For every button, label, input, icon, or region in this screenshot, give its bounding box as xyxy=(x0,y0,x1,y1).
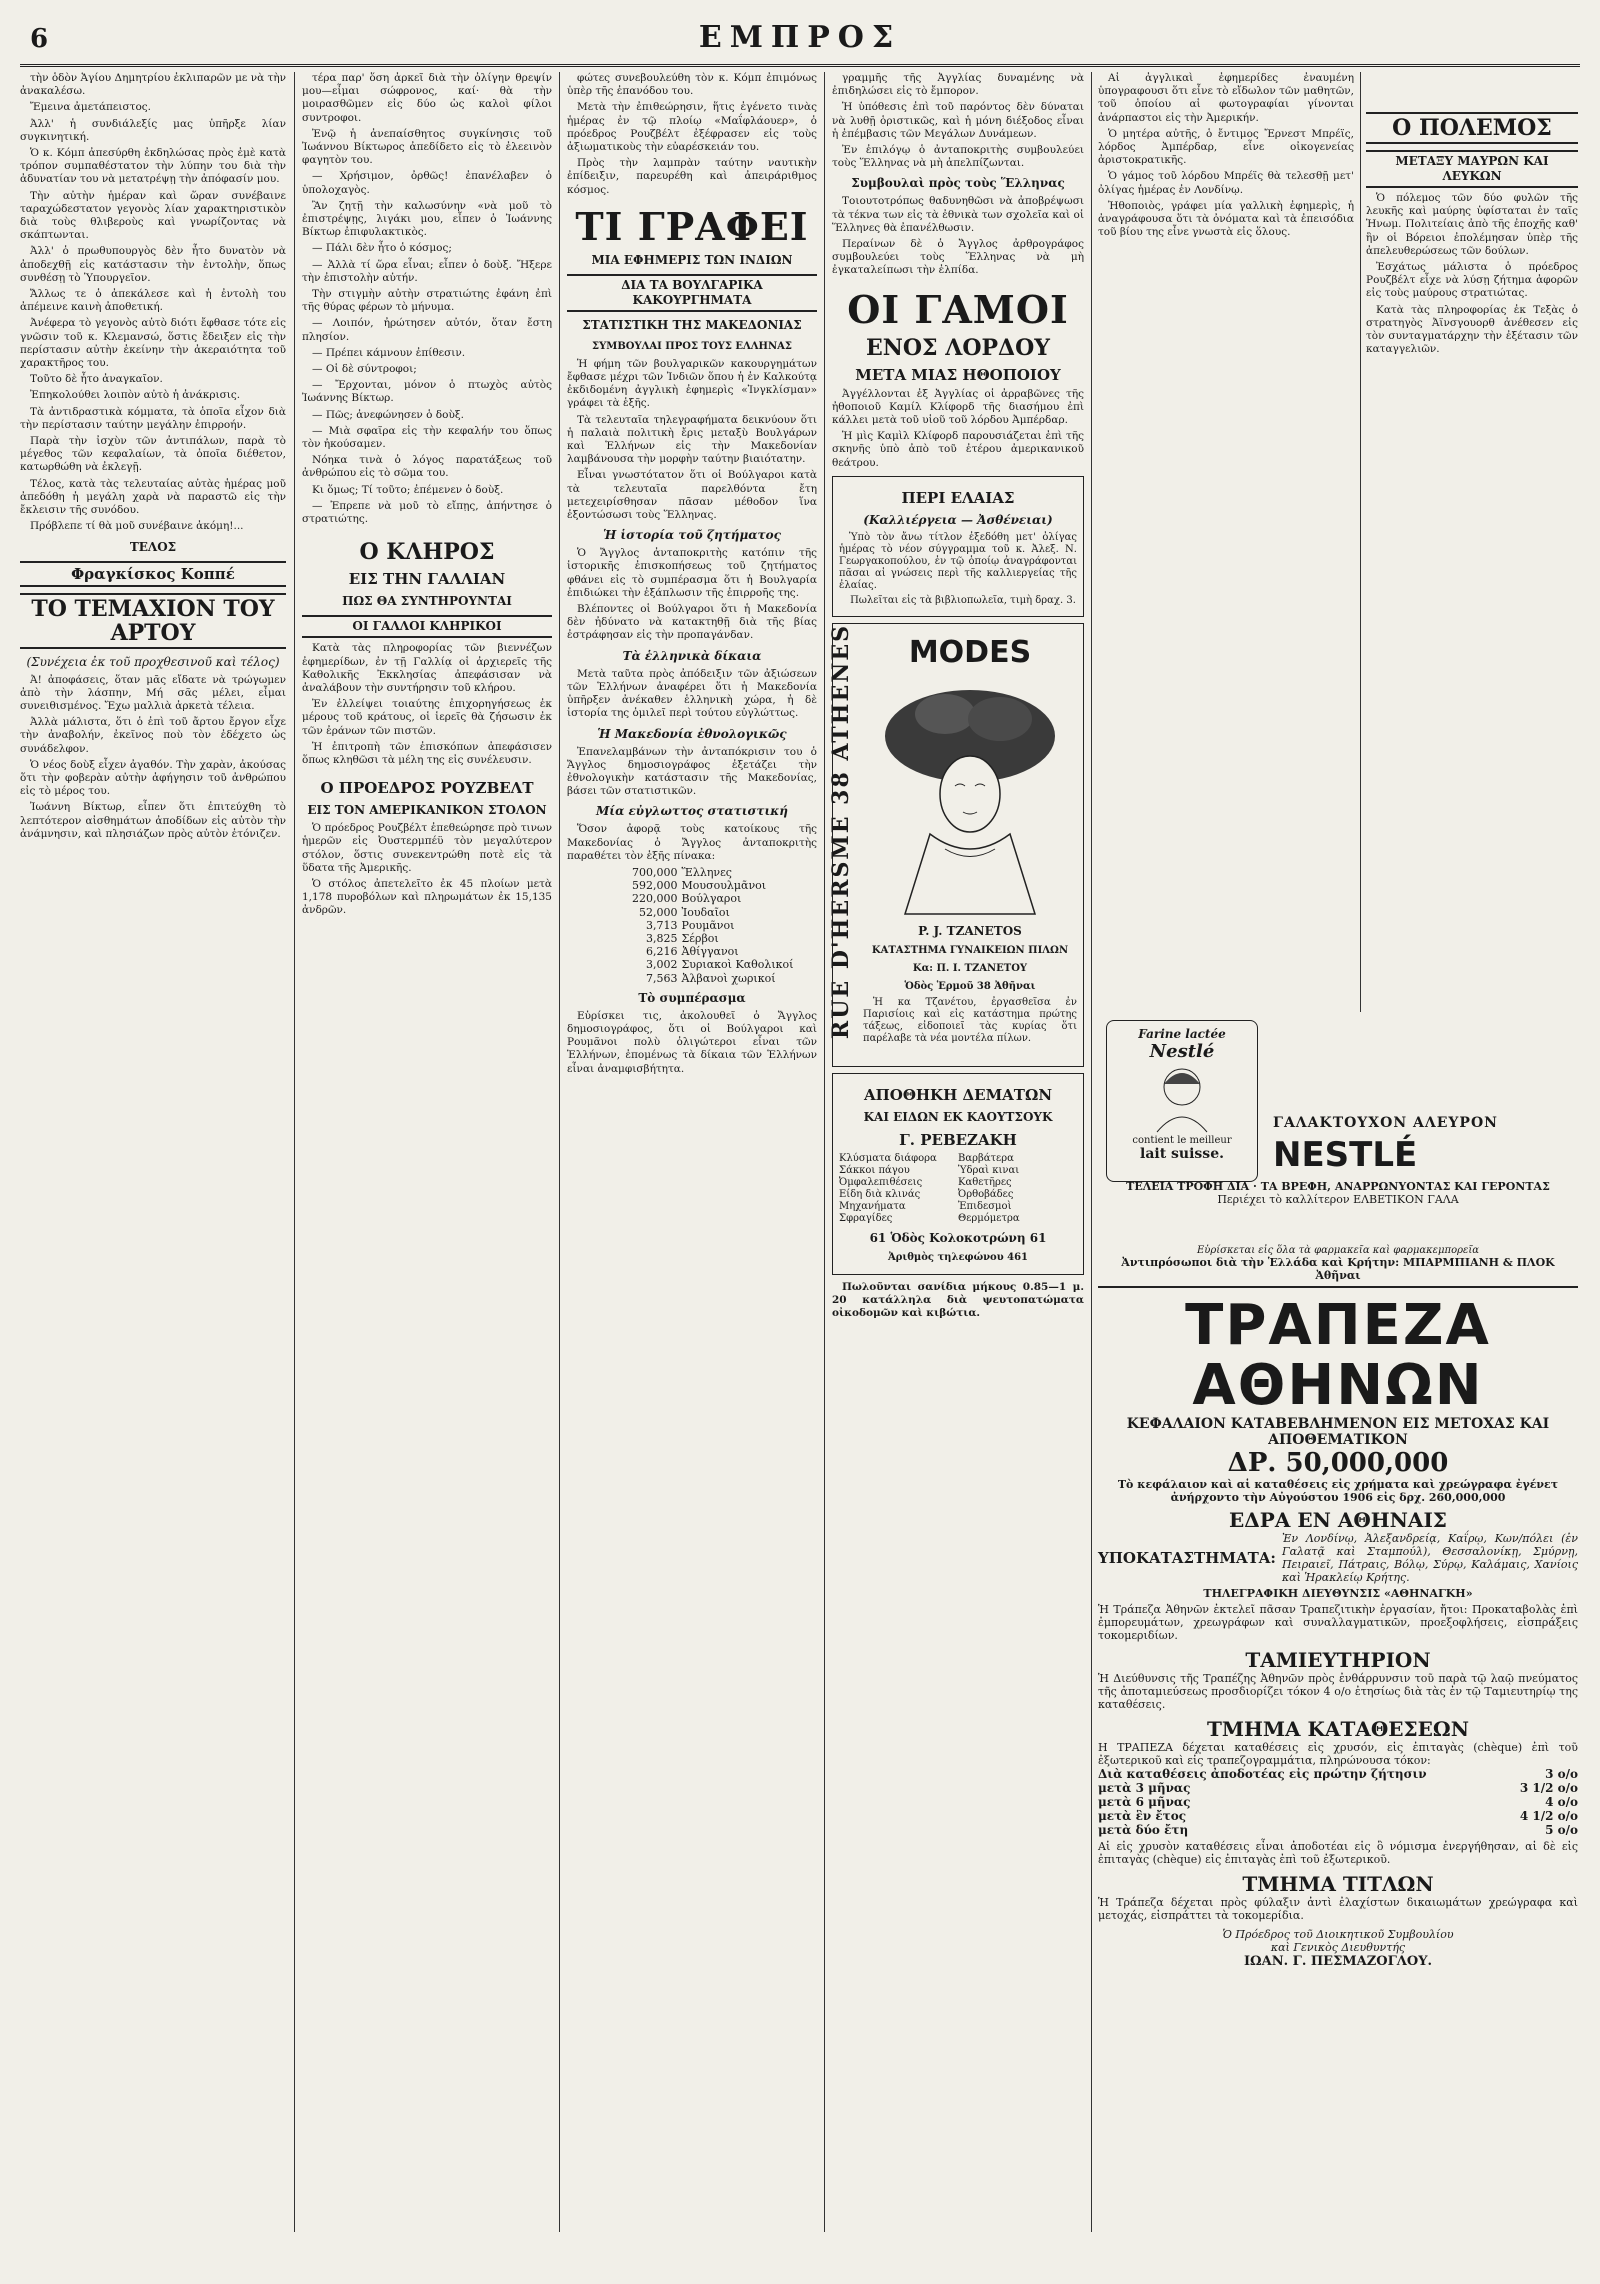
ad-address: Ὁδὸς Ἑρμοῦ 38 Ἀθῆναι xyxy=(904,981,1036,993)
table-cell: Σέρβοι xyxy=(681,931,719,945)
masthead-rule xyxy=(20,64,1580,67)
rates-table xyxy=(1098,1767,1578,1837)
rate-label: μετὰ δύο ἔτη xyxy=(1098,1823,1189,1837)
paragraph: γραμμῆς τῆς Ἀγγλίας δυναμένης νὰ ἐπιδηλώσει εἰς τὸ ἔμπορον. xyxy=(832,72,1084,98)
paragraph: Εἶναι γνωστότατον ὅτι οἱ Βούλγαροι κατὰ τὰ τελευταῖα παρελθόντα ἔτη μετεχειρίσθησαν πᾶσαν μέθοδον ἵνα ἐξοντώσωσι τοὺς Ἕλληνας. xyxy=(567,469,817,522)
paragraph: Ἀγγέλλονται ἐξ Ἀγγλίας οἱ ἀρραβῶνες τῆς ἠθοποιοῦ Καμίλ Κλίφορδ τῆς διασήμου ἐπὶ κάλλει μετὰ τοῦ υἱοῦ τοῦ λόρδου Ἀμπέρδαρ. xyxy=(832,387,1084,427)
end-mark: ΤΕΛΟΣ xyxy=(129,539,177,554)
paragraph: Νόηκα τινὰ ὁ λόγος παρατάξεως τοῦ ἀνθρώπου εἰς τὸ σῶμα του. xyxy=(302,454,552,480)
paragraph: Ἐπηκολούθει λοιπὸν αὐτὸ ἡ ἀνάκρισις. xyxy=(30,389,241,402)
ad-line: Ἀντιπρόσωποι διὰ τὴν Ἑλλάδα καὶ Κρήτην: ΜΠΑΡΜΠΙΑΝΗ & ΠΛΟΚ Ἀθῆναι xyxy=(1098,1256,1578,1288)
paragraph: Ἂν ζητῇ τὴν καλωσύνην «νὰ μοῦ τὸ ἐπιστρέψῃς, λιγάκι μου, εἶπεν ὁ Ἰωάννης Βίκτωρ ἐπιφυλακτικὸς. xyxy=(302,199,552,239)
paragraph: Ὁ γάμος τοῦ λόρδου Μπρέϊς θὰ τελεσθῇ μετ' ὀλίγας ἡμέρας ἐν Λονδίνῳ. xyxy=(1098,170,1354,196)
headline-roosevelt: Ο ΠΡΟΕΔΡΟΣ ΡΟΥΖΒΕΛΤ xyxy=(320,779,534,798)
paragraph: Ἀλλ' ἡ συνδιάλεξίς μας ὑπῆρξε λίαν συγκινητική. xyxy=(20,117,286,143)
story-title: ΤΟ ΤΕΜΑΧΙΟΝ ΤΟΥ ΑΡΤΟΥ xyxy=(20,593,286,649)
paragraph: Πρόβλεπε τί θὰ μοῦ συνέβαινε ἀκόμη!... xyxy=(30,520,244,533)
ad-phone: Ἀριθμὸς τηλεφώνου 461 xyxy=(887,1251,1029,1263)
branches-list: Ἐν Λονδίνῳ, Ἀλεξανδρείᾳ, Καΐρῳ, Κων/πόλει (ἐν Γαλατᾷ καὶ Σταμπούλ), Θεσσαλονίκῃ, Σμύρνῃ, Πειραιεῖ, Πάτραις, Βόλῳ, Σύρῳ, Καλάμαις, Χανίοις καὶ Ἡρακλείῳ Κρήτης. xyxy=(1281,1532,1578,1584)
paragraph: Ἡ φήμη τῶν βουλγαρικῶν κακουργημάτων ἔφθασε μέχρι τῶν Ἰνδιῶν ὅπου ἡ ἐν Καλκούτᾳ ἐκδιδομένη ἀγγλικὴ ἐφημερὶς «Ἰνγκλίσμαν» γράφει τὰ ἑξῆς. xyxy=(567,357,817,410)
signature-name: ΙΩΑΝ. Γ. ΠΕΣΜΑΖΟΓΛΟΥ. xyxy=(1243,1954,1433,1969)
paragraph: Τὰ ἀντιδραστικὰ κόμματα, τὰ ὁποῖα εἶχον διὰ τὴν περίστασιν ταύτην μεγάλην ἐπιρροήν. xyxy=(20,405,286,431)
ad-olive-book xyxy=(832,476,1084,617)
table-row xyxy=(567,906,817,919)
column-1 xyxy=(20,72,286,2232)
subheadline: ΜΕΤΑΞΥ ΜΑΥΡΩΝ ΚΑΙ ΛΕΥΚΩΝ xyxy=(1366,150,1578,188)
paragraph: — Πρέπει κάμνουν ἐπίθεσιν. xyxy=(312,346,466,359)
rate-label: μετὰ 6 μῆνας xyxy=(1098,1795,1191,1809)
list-item: Σάκκοι πάγου xyxy=(839,1164,910,1176)
paragraph: Ὁ νέος δοὺξ εἶχεν ἀγαθόν. Τὴν χαρὰν, ἀκούσας ὅτι τὴν φοβερὰν αὐτὴν ἀφήγησιν τοῦ ἀνθρώπου εἰς τὸ μέρος του. xyxy=(20,758,286,798)
paragraph: — Πάλι δὲν ἦτο ὁ κόσμος; xyxy=(312,242,452,255)
subheadline: ΣΥΜΒΟΥΛΑΙ ΠΡΟΣ ΤΟΥΣ ΕΛΛΗΝΑΣ xyxy=(592,340,792,352)
table-cell: Ἀλβανοὶ χωρικοί xyxy=(681,971,776,985)
table-cell: 52,000 xyxy=(639,905,678,919)
table-cell: Ρουμᾶνοι xyxy=(681,918,735,932)
paragraph: τέρα παρ' ὅση ἀρκεῖ διὰ τὴν ὀλίγην θρεψίν μου—εἶμαι σώφρονος, καί· θὰ τὴν μοιρασθῶμεν εἰς δύο ὡς καλοὶ φίλοι συντροφοι. xyxy=(302,72,552,124)
paragraph: Ὁ κ. Κόμπ ἀπεσύρθη ἐκδηλώσας πρὸς ἐμὲ κατὰ τρόπον συμπαθέστατον τὴν λύπην του διὰ τὴν ἀδυνατίαν του νὰ μετατρέψῃ τὴν ἀπόφασίν μου. xyxy=(20,147,286,186)
headline-gamoi: ΟΙ ΓΑΜΟΙ xyxy=(847,286,1069,332)
paragraph: Ἡ ὑπόθεσις ἐπὶ τοῦ παρόντος δὲν δύναται νὰ λυθῇ ὁριστικῶς, καὶ ἡ μόνη διέξοδος εἶναι ἡ ἐπέμβασις τῶν Μεγάλων Δυνάμεων. xyxy=(832,101,1084,140)
bank-subtitle: ΚΕΦΑΛΑΙΟΝ ΚΑΤΑΒΕΒΛΗΜΕΝΟΝ ΕΙΣ ΜΕΤΟΧΑΣ ΚΑΙ ΑΠΟΘΕΜΑΤΙΚΟΝ xyxy=(1126,1416,1550,1448)
paragraph: Ἰωάννη Βίκτωρ, εἶπεν ὅτι ἐπιτεύχθη τὸ λεπτότερον αἰσθημάτων ἀποδίδων εἰς αὐτὸν τὴν ἀνάμνησιν, καὶ πλησιάζων πρὸς αὐτὸν ἐτόνιζεν. xyxy=(20,801,286,840)
table-cell: 700,000 xyxy=(632,865,678,879)
paragraph: Ἀλλὰ μάλιστα, ὅτι ὁ ἐπὶ τοῦ ἄρτου ἔργον εἶχε τὴν ἀναβολήν, ἐκεῖνος ποὺ τὸν ἐδέχετο ὡς συνάδελφον. xyxy=(20,716,286,755)
list-item: Ἐπιδεσμοὶ xyxy=(958,1200,1012,1212)
ad-title: ΚΑΙ ΕΙΔΩΝ ΕΚ ΚΑΟΥΤΣΟΥΚ xyxy=(863,1109,1053,1124)
paragraph: Ἐν ἐπιλόγῳ ὁ ἀνταποκριτὴς συμβουλεύει τοὺς Ἕλληνας νὰ μὴ ἀπελπίζωνται. xyxy=(832,144,1084,170)
bank-title: ΤΡΑΠΕΖΑ ΑΘΗΝΩΝ xyxy=(1185,1293,1491,1418)
list-item: Ὑδραὶ κιναι xyxy=(958,1164,1020,1176)
table-cell: 3,713 xyxy=(646,918,678,932)
ad-subtitle: (Καλλιέργεια — Ἀσθένειαι) xyxy=(863,512,1053,527)
ad-line: Εὑρίσκεται εἰς ὅλα τὰ φαρμακεῖα καὶ φαρμακεμπορεῖα xyxy=(1196,1245,1480,1256)
paragraph: Ἔμεινα ἀμετάπειστος. xyxy=(30,101,152,114)
ad-text: Ὑπὸ τὸν ἄνω τίτλον ἐξεδόθη μετ' ὀλίγας ἡμέρας τὸ νέον σύγγραμμα τοῦ κ. Ἀλεξ. Ν. Γεωργακοπούλου, ἐν τῷ ὁποίῳ ἀναγράφονται πᾶσαι αἱ γνώσεις περὶ τῆς καλλιεργείας τῆς ἐλαίας. xyxy=(839,531,1077,591)
ad-brand: NESTLÉ xyxy=(1273,1135,1418,1175)
tin-label: Farine lactée xyxy=(1138,1027,1226,1041)
list-item: Κλύσματα διάφορα xyxy=(839,1152,937,1164)
ad-vertical-address: RUE D'HERSME 38 ATHENES xyxy=(828,623,854,1039)
population-table xyxy=(567,866,817,985)
paragraph: Ὁ στόλος ἀπετελεῖτο ἐκ 45 πλοίων μετὰ 1,178 πυροβόλων καὶ πληρωμάτων ἐκ 15,135 ἀνδρῶν. xyxy=(302,877,552,917)
ad-nestle xyxy=(1098,1020,1578,1210)
paragraph: Ἀλλ' ὁ πρωθυπουργὸς δὲν ἦτο δυνατὸν νὰ ἀποδεχθῇ εἰς κατάστασιν τὴν ἐντολὴν, ὅπως συνθέσῃ τὸ Ὑπουργεῖον. xyxy=(20,245,286,284)
table-row xyxy=(567,879,817,892)
woman-hat-illustration xyxy=(875,674,1065,914)
paragraph: Ὁ Ἄγγλος ἀνταποκριτὴς κατόπιν τῆς ἱστορικῆς ἐπισκοπήσεως τοῦ ζητήματος φθάνει εἰς τὸ συμπέρασμα ὅτι ἡ Βουλγαρία ἐπιδιώκει τὴν ἐξάπλωσιν τῆς ἐπιρροῆς της. xyxy=(567,547,817,599)
bank-telegraph: ΤΗΛΕΓΡΑΦΙΚΗ ΔΙΕΥΘΥΝΣΙΣ «ΑΘΗΝΑΓΚΗ» xyxy=(1203,1587,1473,1600)
signature-line: καὶ Γενικὸς Διευθυντής xyxy=(1270,1941,1406,1954)
subheadline: ΕΙΣ ΤΗΝ ΓΑΛΛΙΑΝ xyxy=(348,570,506,589)
savings-text: Ἡ Διεύθυνσις τῆς Τραπέζης Ἀθηνῶν πρὸς ἐνθάρρυνσιν τοῦ παρὰ τῷ λαῷ πνεύματος τῆς ἀποταμιεύσεως προσδιορίζει τόκον 4 ο/ο ἐτησίως διὰ τὰς ἐν τῷ Ταμιευτηρίῳ της καταθέσεις. xyxy=(1098,1672,1578,1711)
headline-war: Ο ΠΟΛΕΜΟΣ xyxy=(1366,112,1578,144)
rate-value: 4 1/2 ο/ο xyxy=(1519,1809,1578,1823)
paragraph: Αἱ ἀγγλικαὶ ἐφημερίδες ἐναυμένη ὑπογραφουσι ὅτι εἶνε τὸ εἴδωλον τῶν μαθητῶν, τοῦ ὁποίου αἱ φωτογραφίαι γίνονται ἀνάρπαστοι εἰς τὴν Ἀμερικήν. xyxy=(1098,72,1354,124)
ad-line: ΤΑ ΒΡΕΦΗ, ΑΝΑΡΡΩΝΥΟΝΤΑΣ ΚΑΙ ΓΕΡΟΝΤΑΣ xyxy=(1260,1180,1550,1193)
bank-intro: Ἡ Τράπεζα Ἀθηνῶν ἐκτελεῖ πᾶσαν Τραπεζιτικὴν ἐργασίαν, ἤτοι: Προκαταβολὰς ἐπὶ ἐμπορευμάτων, χρεωγράφων καὶ συναλλαγματικῶν, προεξοφλήσεις, εἰσπράξεις τοκομεριδίων. xyxy=(1098,1603,1578,1642)
ad-bank-of-athens xyxy=(1098,1245,1578,1969)
bank-deposits: Τὸ κεφάλαιον καὶ αἱ καταθέσεις εἰς χρήματα καὶ χρεώγραφα ἐγένετ ἀνήρχοντο τὴν Αὐγούστου 1906 εἰς δρχ. 260,000,000 xyxy=(1117,1478,1559,1504)
paragraph: φώτες συνεβουλεύθη τὸν κ. Κόμπ ἐπιμόνως ὑπὲρ τῆς ἐπανόδου του. xyxy=(567,72,817,98)
paragraph: — Χρήσιμον, ὀρθῶς! ἐπανέλαβεν ὁ ὑπολοχαγὸς. xyxy=(302,170,552,196)
ad-text: Πωλεῖται εἰς τὰ βιβλιοπωλεῖα, τιμὴ δραχ. 3. xyxy=(850,594,1076,606)
ad-title: ΑΠΟΘΗΚΗ ΔΕΜΑΤΩΝ xyxy=(863,1085,1053,1104)
paragraph: — Πῶς; ἀνεφώνησεν ὁ δοὺξ. xyxy=(312,408,464,421)
bank-branches xyxy=(1098,1532,1578,1584)
paragraph: Ἠθοποιὸς, γράφει μία γαλλικὴ ἐφημερὶς, ἡ ἀναγράφουσα ὅτι τὰ ὀνόματα καὶ τὰ ἐπεισόδια τοῦ βίου της εἶνε γνωστὰ εἰς ὅλους. xyxy=(1098,199,1354,239)
ad-title: ΠΕΡΙ ΕΛΑΙΑΣ xyxy=(901,488,1015,507)
ad-shop: ΚΑΤΑΣΤΗΜΑ ΓΥΝΑΙΚΕΙΩΝ ΠΙΛΩΝ xyxy=(871,945,1069,957)
item-list xyxy=(839,1153,1077,1225)
rate-value: 3 1/2 ο/ο xyxy=(1519,1781,1578,1795)
paragraph: Ὅσον ἀφορᾷ τοὺς κατοίκους τῆς Μακεδονίας ὁ Ἄγγλος ἀνταποκριτὴς παραθέτει τὸν ἑξῆς πίνακα: xyxy=(567,823,817,862)
ad-rubber-store xyxy=(832,1073,1084,1275)
bonds-text: Ἡ Τράπεζα δέχεται πρὸς φύλαξιν ἀντὶ ἐλαχίστων δικαιωμάτων χρεώγραφα καὶ μετοχάς, εἰσπράττει τὰ τοκομερίδια. xyxy=(1098,1896,1578,1922)
list-item: Ὀμφαλεπιθέσεις xyxy=(839,1176,923,1188)
paragraph: Τὴν αὐτὴν ἡμέραν καὶ ὥραν συνέβαινε ταραχώδεστατον γεγονὸς λίαν χαρακτηριστικὸν διὰ τοὺς θλιβεροὺς καὶ γνωρίζοντας νὰ σκάπτωνται. xyxy=(20,189,286,242)
ad-owner: Κα: Π. Ι. ΤΖΑΝΕΤΟΥ xyxy=(912,963,1028,975)
paragraph: Ὁ μητέρα αὐτῆς, ὁ ἔντιμος Ἔρνεστ Μπρέϊς, λόρδος Ἀμπέρδαρ, εἶνε οἰκογενείας ἀριστοκρατικῆς. xyxy=(1098,127,1354,167)
subheadline: ΟΙ ΓΑΛΛΟΙ ΚΛΗΡΙΚΟΙ xyxy=(302,615,552,638)
column-5-left xyxy=(1098,72,1354,1012)
deposits-intro: Η ΤΡΑΠΕΖΑ δέχεται καταθέσεις εἰς χρυσόν, εἰς ἐπιταγὰς (chèque) ἐπὶ τοῦ ἐξωτερικοῦ καὶ εἰς τραπεζογραμμάτια, πληρώνουσα τόκον: xyxy=(1098,1741,1578,1767)
column-2 xyxy=(302,72,552,2232)
paragraph: Τὰ τελευταῖα τηλεγραφήματα δεικνύουν ὅτι ἡ παλαιὰ πολιτικὴ ἔρις μεταξὺ Βουλγάρων καὶ Ἑλλήνων εἰς τὴν Μακεδονίαν λαμβάνουσα τὴν μορφὴν ταύτην βιαιότατην. xyxy=(567,413,817,466)
paragraph: Μετὰ ταῦτα πρὸς ἀπόδειξιν τῶν ἀξιώσεων τῶν Ἑλλήνων ἀναφέρει ὅτι ἡ Μακεδονία ὑπῆρξεν ἀνέκαθεν ἑλληνικὴ χώρα, ἡ δὲ ἱστορία της ὁμιλεῖ περὶ τούτου εὐγλώττως. xyxy=(567,667,817,720)
paragraph: Τὴν στιγμὴν αὐτὴν στρατιώτης ἐφάνη ἐπὶ τῆς θύρας φέρων τὸ μήνυμα. xyxy=(302,288,552,314)
story-byline: Φραγκίσκος Κοππέ xyxy=(20,561,286,587)
subheadline: ΕΙΣ ΤΟΝ ΑΜΕΡΙΚΑΝΙΚΟΝ ΣΤΟΛΟΝ xyxy=(307,803,547,818)
table-cell: 6,216 xyxy=(646,945,678,959)
paragraph: Εὑρίσκει τις, ἀκολουθεῖ ὁ Ἄγγλος δημοσιογράφος, ὅτι οἱ Βούλγαροι καὶ Ρουμᾶνοι πολὺ ὀλιγώτεροι εἶναι τῶν Ἑλλήνων, ἐπομένως τὰ δίκαια τῶν Ἑλλήνων εἶναι ἀναμφισβήτητα. xyxy=(567,1009,817,1075)
ad-headline: ΓΑΛΑΚΤΟΥΧΟΝ ΑΛΕΥΡΟΝ xyxy=(1273,1115,1498,1131)
column-5-right xyxy=(1366,72,1578,1012)
tin-label: contient le meilleur xyxy=(1132,1135,1232,1146)
table-cell: Συριακοὶ Καθολικοί xyxy=(681,958,794,972)
section-heading: Ἡ Μακεδονία ἐθνολογικῶς xyxy=(597,726,787,741)
table-cell: 592,000 xyxy=(632,879,678,893)
subheadline: ΣΤΑΤΙΣΤΙΚΗ ΤΗΣ ΜΑΚΕΔΟΝΙΑΣ xyxy=(582,317,802,332)
paragraph: Ἐπανελαμβάνων τὴν ἀνταπόκρισιν του ὁ Ἄγγλος δημοσιογράφος ἐξετάζει τὴν ἐθνολογικὴν κατάστασιν τῆς Μακεδονίας, βάσει τῶν στατιστικῶν. xyxy=(567,745,817,798)
bonds-heading: ΤΜΗΜΑ ΤΙΤΛΩΝ xyxy=(1242,1872,1434,1896)
child-icon xyxy=(1142,1062,1222,1132)
ad-text: Ἡ κα Τζανέτου, ἐργασθεῖσα ἐν Παρισίοις καὶ εἰς κατάστημα πρώτης τάξεως, εἰδοποιεῖ τὰς κυρίας ὅτι παρέλαβε τὰ νέα μοντέλα πίλων. xyxy=(863,997,1077,1045)
column-separator xyxy=(559,72,560,2232)
ad-line: Περιέχει τὸ καλλίτερον ΕΛΒΕΤΙΚΟΝ ΓΑΛΑ xyxy=(1217,1193,1459,1206)
list-item: Σφραγίδες xyxy=(839,1212,893,1224)
gold-deposits-text: Αἱ εἰς χρυσὸν καταθέσεις εἶναι ἀποδοτέαι εἰς ὃ νόμισμα ἐνεργήθησαν, αἱ δὲ εἰς ἐπιταγὰς (chèque) εἰς ἐπιταγὰς ἐπὶ τοῦ ἐξωτερικοῦ. xyxy=(1098,1840,1578,1866)
subheadline: ΔΙΑ ΤΑ ΒΟΥΛΓΑΡΙΚΑ ΚΑΚΟΥΡΓΗΜΑΤΑ xyxy=(567,274,817,312)
column-4 xyxy=(828,72,1084,2232)
branches-label: ΥΠΟΚΑΤΑΣΤΗΜΑΤΑ: xyxy=(1098,1549,1276,1567)
paragraph: Ἡ μὶς Καμὶλ Κλίφορδ παρουσιάζεται ἐπὶ τῆς σκηνῆς ὑπὸ ἀπὸ τοῦ ἐτέρου ἀμερικανικοῦ θεάτρου. xyxy=(832,430,1084,469)
subheadline: ΜΕΤΑ ΜΙΑΣ ΗΘΟΠΟΙΟΥ xyxy=(855,365,1061,384)
list-item: Βαρβάτερα xyxy=(958,1152,1014,1164)
section-heading: Ἡ ἱστορία τοῦ ζητήματος xyxy=(603,528,781,543)
paragraph: Κι ὅμως; Τί τοῦτο; ἐπέμενεν ὁ δοὺξ. xyxy=(312,483,504,496)
table-cell: Ἀθίγγανοι xyxy=(681,945,739,959)
tin-label: lait suisse. xyxy=(1140,1146,1224,1162)
column-separator xyxy=(1360,72,1361,1012)
newspaper-page xyxy=(20,20,1580,2244)
page-number: 6 xyxy=(30,24,49,54)
bank-seat: ΕΔΡΑ ΕΝ ΑΘΗΝΑΙΣ xyxy=(1229,1508,1447,1532)
story-subtitle: (Συνέχεια ἐκ τοῦ προχθεσινοῦ καὶ τέλος) xyxy=(26,654,280,669)
section-heading: Συμβουλαὶ πρὸς τοὺς Ἕλληνας xyxy=(851,176,1065,191)
paper-name: ΕΜΠΡΟΣ xyxy=(698,20,902,55)
subheadline: ΕΝΟΣ ΛΟΡΔΟΥ xyxy=(866,334,1050,361)
list-item: Μηχανήματα xyxy=(839,1200,906,1212)
paragraph: Ἀνέφερα τὸ γεγονὸς αὐτὸ διότι ἔφθασε τότε εἰς γνῶσιν τοῦ κ. Κλεμανσώ, ὅστις ἔδειξεν εἰς τὴν περίστασιν αὐτὴν ἐκείνην τὴν ἀκεραιότητα τοῦ χαρακτῆρος του. xyxy=(20,317,286,370)
table-cell: Μουσουλμᾶνοι xyxy=(681,879,767,893)
paragraph: Ἐσχάτως μάλιστα ὁ πρόεδρος Ρουζβέλτ εἶχε νὰ λύσῃ ζήτημα ἀφορῶν εἰς τοὺς μαύρους στρατιώτας. xyxy=(1366,261,1578,300)
headline-ti-grafei: ΤΙ ΓΡΑΦΕΙ xyxy=(575,203,809,249)
paragraph: Ὁ πόλεμος τῶν δύο φυλῶν τῆς λευκῆς καὶ μαύρης ὑφίσταται ἐν ταῖς Ἡνωμ. Πολιτείαις ἀπὸ τῆς ἐποχῆς καθ' ἣν οἱ Βόρειοι ἐπολέμησαν ὑπὲρ τῆς ἀπελευθερώσεως τῶν δούλων. xyxy=(1366,192,1578,257)
rate-value: 3 ο/ο xyxy=(1545,1767,1578,1781)
masthead xyxy=(20,20,1580,60)
signature-line: Ὁ Πρόεδρος τοῦ Διοικητικοῦ Συμβουλίου xyxy=(1222,1928,1454,1941)
paragraph: — Οἱ δὲ σύντροφοι; xyxy=(312,363,417,376)
paragraph: Ἄλλως τε ὁ ἀπεκάλεσε καὶ ἡ ἐντολὴ του ἀπέμεινε καινὴ ἀποθετική. xyxy=(20,288,286,314)
paragraph: Τέλος, κατὰ τὰς τελευταίας αὐτὰς ἡμέρας μοῦ ἀπεδόθη ἡ μεγάλη χαρὰ νὰ παραστῶ εἰς τὴν ἔκλεισιν τῆς συνόδου. xyxy=(20,477,286,517)
column-separator xyxy=(294,72,295,2232)
bank-capital: ΔΡ. 50,000,000 xyxy=(1227,1448,1449,1478)
table-cell: 7,563 xyxy=(646,971,678,985)
ad-line: ΤΕΛΕΙΑ ΤΡΟΦΗ ΔΙΑ xyxy=(1126,1180,1250,1193)
rate-label: μετὰ ἓν ἔτος xyxy=(1098,1809,1187,1823)
paragraph: — Λοιπόν, ἠρώτησεν αὐτόν, ὅταν ἔστη πλησίον. xyxy=(302,317,552,343)
ad-address: 61 Ὁδὸς Κολοκοτρώνη 61 xyxy=(869,1230,1047,1245)
paragraph: Κατὰ τὰς πληροφορίας τῶν βιεννέζων ἐφημερίδων, ἐν τῇ Γαλλίᾳ οἱ ἀρχιερεῖς τῆς Καθολικῆς Ἐκκλησίας ἀπεφάσισαν νὰ ἀναλάβουν τὴν συντήρησιν τοῦ κλήρου. xyxy=(302,642,552,694)
table-row xyxy=(567,919,817,932)
paragraph: Ἡ ἐπιτροπὴ τῶν ἐπισκόπων ἀπεφάσισεν ὅπως κληθῶσι τὰ μέλη της εἰς συνέλευσιν. xyxy=(302,740,552,766)
ad-modes xyxy=(828,623,1084,1067)
column-3 xyxy=(567,72,817,2232)
section-heading: Τὸ συμπέρασμα xyxy=(638,990,746,1005)
ad-owner: Γ. ΡΕΒΕΖΑΚΗ xyxy=(899,1130,1017,1149)
list-item: Ὀρθοβάδες xyxy=(958,1188,1014,1200)
table-row xyxy=(567,945,817,958)
paragraph: Ἐν ἐλλείψει τοιαύτης ἐπιχορηγήσεως ἐκ μέρους τοῦ κράτους, οἱ ἱερεῖς θὰ ζήσωσιν ἐκ τῶν ἐράνων τῶν πιστῶν. xyxy=(302,698,552,737)
paragraph: Τοιουτοτρόπως θαδυνηθῶσι νὰ ἀποβρέψωσι τὰ τέκνα των εἰς τὰ ἐθνικὰ των σχολεῖα καὶ οἱ Ἕλληνες θὰ ἐπανέλθωσιν. xyxy=(832,195,1084,234)
table-row xyxy=(567,866,817,879)
table-cell: 3,002 xyxy=(646,958,678,972)
table-row xyxy=(567,972,817,985)
list-item: Καθετῆρες xyxy=(958,1176,1012,1188)
table-row xyxy=(567,958,817,971)
subheadline: ΜΙΑ ΕΦΗΜΕΡΙΣ ΤΩΝ ΙΝΔΙΩΝ xyxy=(591,252,793,267)
section-heading: Τὰ ἑλληνικὰ δίκαια xyxy=(622,648,762,663)
paragraph: Τοῦτο δὲ ἦτο ἀναγκαῖον. xyxy=(30,373,163,386)
paragraph: Ἐνῷ ἡ ἀνεπαίσθητος συγκίνησις τοῦ Ἰωάννου Βίκτωρος ἀπεδίδετο εἰς τὸ ἐλεεινὸν φαγητὸν του. xyxy=(302,127,552,167)
table-cell: 220,000 xyxy=(632,892,678,906)
nestle-tin-illustration xyxy=(1106,1020,1258,1182)
table-row xyxy=(567,932,817,945)
tin-label: Nestlé xyxy=(1149,1041,1215,1062)
table-cell: 3,825 xyxy=(646,931,678,945)
paragraph: Ἀ! ἀποφάσεις, ὅταν μᾶς εἴδατε νὰ τρώγωμεν ἀπὸ τὴν λάσπην, Μή σᾶς μέλει, εἶμαι συνειθισμένος. Ἔχω μαλλιὰ ἀρκετὰ τέλεια. xyxy=(20,673,286,712)
paragraph: Ὁ πρόεδρος Ρουζβέλτ ἐπεθεώρησε πρὸ τινων ἡμερῶν εἰς Ὀυστερμπέϋ τὸν μεγαλύτερον στόλον, ὅστις συνεκεντρώθη ποτὲ εἰς τὰ ὕδατα τῆς Ἀμερικῆς. xyxy=(302,822,552,874)
ad-text: ΤΕΛΕΙΑ ΤΡΟΦΗ ΔΙΑ · ΤΑ ΒΡΕΦΗ, ΑΝΑΡΡΩΝΥΟΝΤΑΣ ΚΑΙ ΓΕΡΟΝΤΑΣ Περιέχει τὸ καλλίτερον ΕΛΒΕΤΙΚΟΝ ΓΑΛΑ xyxy=(1126,1180,1550,1206)
column-separator xyxy=(824,72,825,2232)
table-cell: Ἕλληνες xyxy=(681,865,732,879)
deposits-heading: ΤΜΗΜΑ ΚΑΤΑΘΕΣΕΩΝ xyxy=(1207,1717,1469,1741)
paragraph: — Ἔρχονται, μόνον ὁ πτωχὸς αὐτὸς Ἰωάννης Βίκτωρ. xyxy=(302,379,552,405)
paragraph: Βλέποντες οἱ Βούλγαροι ὅτι ἡ Μακεδονία δὲν ἠδύνατο νὰ κατακτηθῇ διὰ τῆς βίας ἐστράφησαν εἰς τὴν προπαγάνδαν. xyxy=(567,603,817,642)
paragraph: Πρὸς τὴν λαμπρὰν ταύτην ναυτικὴν ἐπίδειξιν, παρευρέθη καὶ ἀπειράριθμος κόσμος. xyxy=(567,157,817,196)
paragraph: — Ἐπρεπε νὰ μοῦ τὸ εἴπῃς, ἀπήντησε ὁ στρατιώτης. xyxy=(302,499,552,526)
paragraph: — Μιὰ σφαῖρα εἰς τὴν κεφαλήν του ὅπως τὸν ἠκούσαμεν. xyxy=(302,424,552,451)
paragraph: — Ἀλλὰ τί ὥρα εἶναι; εἶπεν ὁ δοὺξ. Ἤξερε τὴν ἐπιστολὴν αὐτήν. xyxy=(302,258,552,284)
paragraph: τὴν ὁδὸν Ἁγίου Δημητρίου ἐκλιπαρῶν με νὰ τὴν ἀνακαλέσω. xyxy=(20,72,286,98)
section-heading: Μία εὐγλωττος στατιστική xyxy=(595,804,788,819)
rate-label: Διὰ καταθέσεις ἀποδοτέας εἰς πρώτην ζήτησιν xyxy=(1098,1767,1427,1781)
list-item: Είδη διὰ κλινάς xyxy=(839,1188,921,1200)
paragraph: Περαίνων δὲ ὁ Ἄγγλος ἀρθρογράφος συμβουλεύει τοὺς Ἕλληνας νὰ μὴ ἐγκαταλείπωσι τὴν ἐλπίδα. xyxy=(832,238,1084,277)
paragraph: Κατὰ τὰς πληροφορίας ἐκ Τεξὰς ὁ στρατηγὸς Ἀϊνσγουορθ ἀνέθεσεν εἰς τὸν συνταγματάρχην τὴν ἐξέτασιν τῶν καταγγελιῶν. xyxy=(1366,303,1578,356)
rate-value: 4 ο/ο xyxy=(1545,1795,1578,1809)
list-item: Θερμόμετρα xyxy=(958,1212,1020,1224)
ad-title: MODES xyxy=(908,634,1032,670)
rate-value: 5 ο/ο xyxy=(1545,1823,1578,1837)
rate-label: μετὰ 3 μῆνας xyxy=(1098,1781,1191,1795)
table-cell: Βούλγαροι xyxy=(681,892,742,906)
table-row xyxy=(567,892,817,905)
headline-klhros: Ο ΚΛΗΡΟΣ xyxy=(359,539,495,566)
classified-ad: Πωλοῦνται σανίδια μήκους 0.85—1 μ. 20 κατάλληλα διὰ ψευτοπατώματα οἰκοδομῶν καὶ κιβώτια. xyxy=(832,1280,1084,1320)
paragraph: Μετὰ τὴν ἐπιθεώρησιν, ἥτις ἐγένετο τινὰς ἡμέρας ἐν τῷ πλοίῳ «Μαΐφλάουερ», ὁ πρόεδρος Ρουζβέλτ ἐξέφρασεν εἰς τοὺς ἀξιωματικοὺς τὴν εὐαρέσκειάν του. xyxy=(567,101,817,154)
ad-name: P. J. TZANETOS xyxy=(918,924,1022,939)
subheadline: ΠΩΣ ΘΑ ΣΥΝΤΗΡΟΥΝΤΑΙ xyxy=(342,594,512,609)
paragraph: Παρὰ τὴν ἰσχὺν τῶν ἀντιπάλων, παρὰ τὸ μέγεθος τῶν κεφαλαίων, τὰ ὁποῖα διέθετον, κατωρθώθη νὰ ἐκλεγῇ. xyxy=(20,435,286,474)
table-cell: Ἰουδαῖοι xyxy=(681,905,730,919)
column-separator xyxy=(1091,72,1092,2232)
savings-heading: ΤΑΜΙΕΥΤΗΡΙΟΝ xyxy=(1245,1648,1431,1672)
